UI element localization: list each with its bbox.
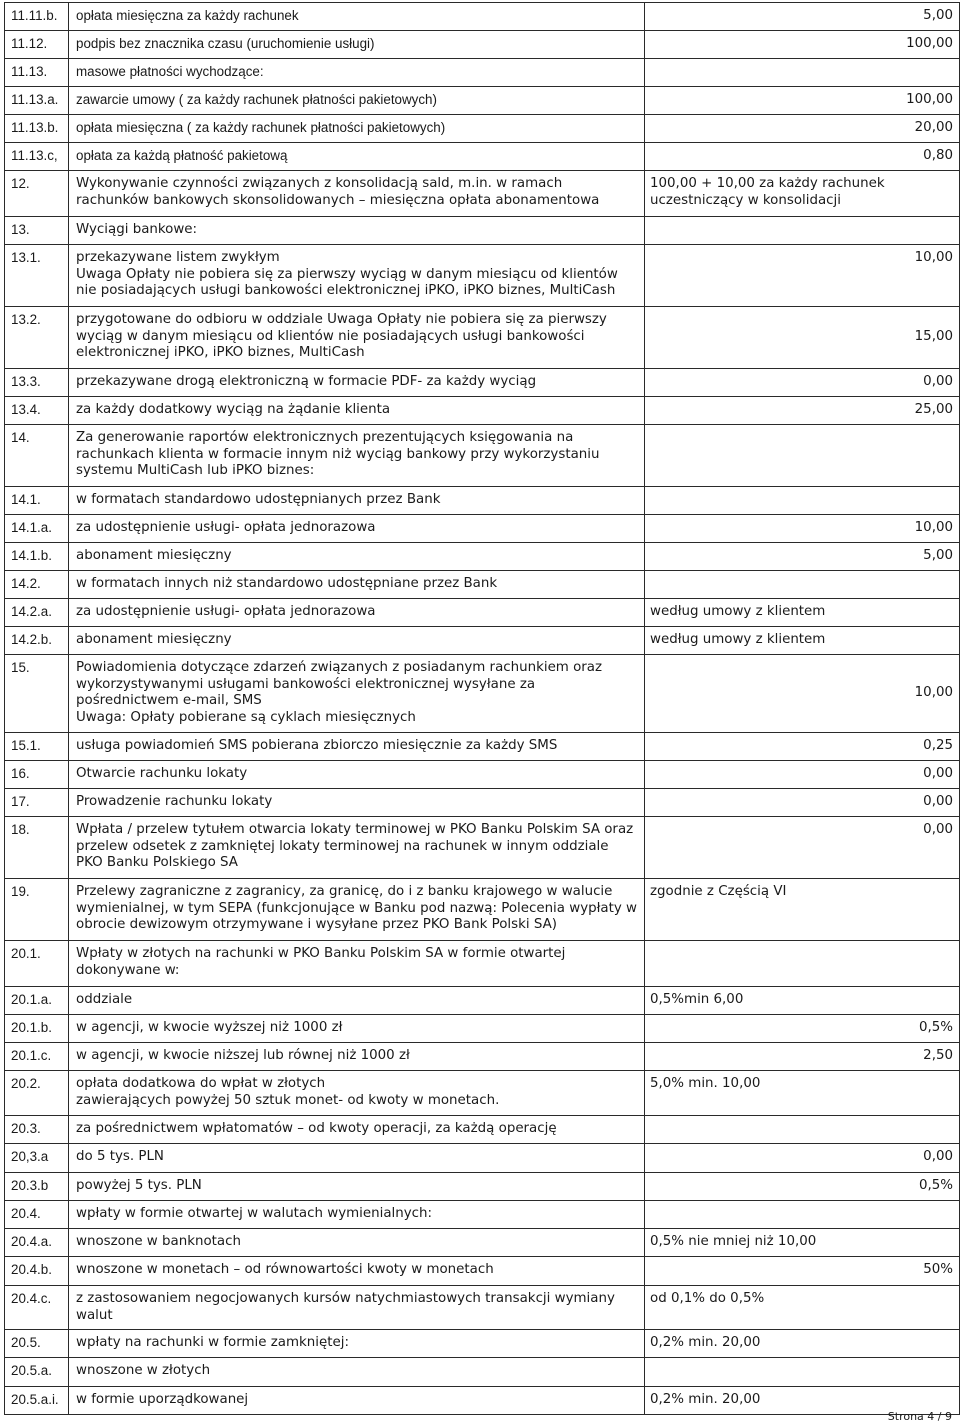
fee-row-number: 20.1.a. [5, 987, 69, 1015]
fee-row [5, 599, 960, 627]
fee-row-description: Powiadomienia dotyczące zdarzeń związanych z posiadanym rachunkiem oraz wykorzystywanymi usługami bankowości elektronicznej wysyłane za pośrednictwem e-mail, SMS Uwaga: Opłaty pobierane są cyklach miesięcznych [69, 655, 645, 733]
fee-row-number: 11.12. [5, 31, 69, 59]
fee-row-number: 20.2. [5, 1071, 69, 1116]
fee-row-description: opłata miesięczna ( za każdy rachunek płatności pakietowych) [69, 115, 645, 143]
fee-row-number: 20.4.b. [5, 1257, 69, 1286]
fee-row-description: wpłaty w formie otwartej w walutach wymienialnych: [69, 1201, 645, 1229]
fee-row-description: Przelewy zagraniczne z zagranicy, za granicę, do i z banku krajowego w walucie wymienialnej, w tym SEPA (funkcjonujące w Banku pod nazwą: Polecenia wypłaty w obrocie dewizowym otrzymywane i wysyłane przez PKO Bank Polski SA) [69, 879, 645, 941]
fee-row-number: 20.4. [5, 1201, 69, 1229]
fee-row-value [645, 217, 960, 245]
fee-row [5, 1330, 960, 1358]
fee-row-value [645, 1358, 960, 1387]
fee-row [5, 1201, 960, 1229]
fee-row-description: masowe płatności wychodzące: [69, 59, 645, 87]
fee-row-value [645, 571, 960, 599]
fee-row [5, 487, 960, 515]
fee-row-number: 11.13.a. [5, 87, 69, 115]
fee-row-number: 14.1.b. [5, 543, 69, 571]
fee-row-number: 17. [5, 789, 69, 817]
fee-row-value: od 0,1% do 0,5% [645, 1286, 960, 1330]
fee-row-number: 20.5. [5, 1330, 69, 1358]
fee-row-value: 15,00 [645, 307, 960, 369]
fee-row-value: 0,5% [645, 1015, 960, 1043]
fee-row-number: 11.13. [5, 59, 69, 87]
fee-table-body [5, 3, 960, 1415]
fee-row [5, 941, 960, 987]
fee-row-value: 0,2% min. 20,00 [645, 1387, 960, 1415]
fee-row-value: 0,00 [645, 789, 960, 817]
fee-row-value [645, 487, 960, 515]
fee-row-description: Wyciągi bankowe: [69, 217, 645, 245]
fee-row-description: za udostępnienie usługi- opłata jednorazowa [69, 515, 645, 543]
fee-row-description: w agencji, w kwocie niższej lub równej niż 1000 zł [69, 1043, 645, 1071]
fee-row-description: opłata miesięczna za każdy rachunek [69, 3, 645, 31]
fee-row-value: 100,00 [645, 31, 960, 59]
fee-row-number: 11.13.c, [5, 143, 69, 171]
fee-table [4, 2, 960, 1415]
fee-row [5, 761, 960, 789]
fee-row [5, 879, 960, 941]
fee-row-description: wnoszone w banknotach [69, 1229, 645, 1257]
fee-row-value: 100,00 [645, 87, 960, 115]
fee-row-number: 11.11.b. [5, 3, 69, 31]
fee-row-value: 0,25 [645, 733, 960, 761]
fee-row-description: Wpłata / przelew tytułem otwarcia lokaty terminowej w PKO Banku Polskim SA oraz przelew odsetek z zamkniętej lokaty terminowej na rachunek w innym oddziale PKO Banku Polskiego SA [69, 817, 645, 879]
fee-row [5, 425, 960, 487]
fee-row-value: 0,00 [645, 369, 960, 397]
fee-row [5, 1387, 960, 1415]
fee-row-number: 14.2.a. [5, 599, 69, 627]
fee-row-description: w formatach innych niż standardowo udostępniane przez Bank [69, 571, 645, 599]
fee-row-number: 20.3.b [5, 1173, 69, 1201]
fee-row [5, 1015, 960, 1043]
fee-row-description: Otwarcie rachunku lokaty [69, 761, 645, 789]
fee-row-value: 5,00 [645, 3, 960, 31]
fee-row [5, 307, 960, 369]
fee-row-value: 5,00 [645, 543, 960, 571]
fee-row-number: 20,3.a [5, 1144, 69, 1173]
fee-row [5, 369, 960, 397]
fee-row-description: Za generowanie raportów elektronicznych prezentujących księgowania na rachunkach klienta w formacie innym niż wyciąg bankowy przy wykorzystaniu systemu MultiCash lub iPKO biznes: [69, 425, 645, 487]
fee-row [5, 789, 960, 817]
fee-row-description: opłata za każdą płatność pakietową [69, 143, 645, 171]
fee-row-number: 11.13.b. [5, 115, 69, 143]
fee-row-number: 20.3. [5, 1116, 69, 1144]
fee-row [5, 245, 960, 307]
fee-row [5, 1144, 960, 1173]
page-number: Strona 4 / 9 [887, 1410, 952, 1423]
fee-row-description: abonament miesięczny [69, 627, 645, 655]
fee-row-value [645, 941, 960, 987]
fee-row-number: 14.1.a. [5, 515, 69, 543]
fee-row-number: 20.1. [5, 941, 69, 987]
fee-row-number: 13.2. [5, 307, 69, 369]
fee-row [5, 515, 960, 543]
fee-row [5, 1173, 960, 1201]
fee-row [5, 143, 960, 171]
fee-row-value: 25,00 [645, 397, 960, 425]
fee-row-number: 13.4. [5, 397, 69, 425]
fee-row [5, 987, 960, 1015]
fee-row-description: Wpłaty w złotych na rachunki w PKO Banku Polskim SA w formie otwartej dokonywane w: [69, 941, 645, 987]
fee-row-number: 14.2. [5, 571, 69, 599]
fee-row [5, 31, 960, 59]
fee-row-number: 20.5.a.i. [5, 1387, 69, 1415]
fee-row-description: w formie uporządkowanej [69, 1387, 645, 1415]
fee-row-description: Wykonywanie czynności związanych z konsolidacją sald, m.in. w ramach rachunków bankowych skonsolidowanych – miesięczna opłata abonamentowa [69, 171, 645, 217]
fee-row-description: wpłaty na rachunki w formie zamkniętej: [69, 1330, 645, 1358]
fee-row [5, 59, 960, 87]
fee-row [5, 571, 960, 599]
fee-row [5, 655, 960, 733]
fee-row-number: 14. [5, 425, 69, 487]
fee-row-number: 13.3. [5, 369, 69, 397]
fee-row-value: 0,2% min. 20,00 [645, 1330, 960, 1358]
fee-row-value: 50% [645, 1257, 960, 1286]
fee-row [5, 1116, 960, 1144]
fee-row-value: 0,5% nie mniej niż 10,00 [645, 1229, 960, 1257]
fee-row [5, 1257, 960, 1286]
fee-row-value [645, 1201, 960, 1229]
fee-row-description: oddziale [69, 987, 645, 1015]
fee-row [5, 217, 960, 245]
fee-row [5, 1286, 960, 1330]
fee-row [5, 87, 960, 115]
fee-row-description: abonament miesięczny [69, 543, 645, 571]
fee-row-number: 12. [5, 171, 69, 217]
fee-row-description: zawarcie umowy ( za każdy rachunek płatności pakietowych) [69, 87, 645, 115]
fee-row [5, 627, 960, 655]
fee-row-value: 10,00 [645, 245, 960, 307]
fee-row-description: podpis bez znacznika czasu (uruchomienie usługi) [69, 31, 645, 59]
fee-row [5, 817, 960, 879]
fee-row-description: Prowadzenie rachunku lokaty [69, 789, 645, 817]
fee-row [5, 171, 960, 217]
fee-row-description: w agencji, w kwocie wyższej niż 1000 zł [69, 1015, 645, 1043]
fee-row-number: 14.2.b. [5, 627, 69, 655]
fee-row-value: 0,00 [645, 1144, 960, 1173]
fee-row-value: 2,50 [645, 1043, 960, 1071]
fee-row-value: 0,00 [645, 761, 960, 789]
fee-row-value: zgodnie z Częścią VI [645, 879, 960, 941]
fee-row-description: za każdy dodatkowy wyciąg na żądanie klienta [69, 397, 645, 425]
fee-row-value: 10,00 [645, 515, 960, 543]
fee-row [5, 1071, 960, 1116]
fee-row-number: 19. [5, 879, 69, 941]
fee-row [5, 733, 960, 761]
fee-row-number: 13.1. [5, 245, 69, 307]
fee-row-description: usługa powiadomień SMS pobierana zbiorczo miesięcznie za każdy SMS [69, 733, 645, 761]
fee-row-value: 0,00 [645, 817, 960, 879]
fee-row-description: przekazywane listem zwykłym Uwaga Opłaty nie pobiera się za pierwszy wyciąg w danym miesiącu od klientów nie posiadających usługi bankowości elektronicznej iPKO, iPKO biznes, MultiCash [69, 245, 645, 307]
fee-row-number: 18. [5, 817, 69, 879]
fee-row-value: 20,00 [645, 115, 960, 143]
fee-row-value [645, 425, 960, 487]
fee-row-value: według umowy z klientem [645, 599, 960, 627]
fee-row-value: 100,00 + 10,00 za każdy rachunek uczestniczący w konsolidacji [645, 171, 960, 217]
fee-row-description: wnoszone w monetach – od równowartości kwoty w monetach [69, 1257, 645, 1286]
fee-row-description: za pośrednictwem wpłatomatów – od kwoty operacji, za każdą operację [69, 1116, 645, 1144]
fee-row-number: 14.1. [5, 487, 69, 515]
fee-row-number: 16. [5, 761, 69, 789]
fee-row-number: 15. [5, 655, 69, 733]
fee-row-number: 20.1.b. [5, 1015, 69, 1043]
fee-row-number: 20.1.c. [5, 1043, 69, 1071]
fee-row-description: za udostępnienie usługi- opłata jednorazowa [69, 599, 645, 627]
fee-row-value: 0,80 [645, 143, 960, 171]
fee-row-description: w formatach standardowo udostępnianych przez Bank [69, 487, 645, 515]
fee-row-description: wnoszone w złotych [69, 1358, 645, 1387]
fee-row [5, 397, 960, 425]
fee-row-value [645, 59, 960, 87]
fee-row-number: 20.4.a. [5, 1229, 69, 1257]
fee-row-description: do 5 tys. PLN [69, 1144, 645, 1173]
fee-row [5, 1043, 960, 1071]
fee-row-description: powyżej 5 tys. PLN [69, 1173, 645, 1201]
fee-row-value: 10,00 [645, 655, 960, 733]
fee-row-value: 0,5% [645, 1173, 960, 1201]
fee-row-value [645, 1116, 960, 1144]
fee-row [5, 543, 960, 571]
fee-row-number: 20.4.c. [5, 1286, 69, 1330]
fee-row-number: 15.1. [5, 733, 69, 761]
fee-row-value: według umowy z klientem [645, 627, 960, 655]
fee-row [5, 115, 960, 143]
fee-row-description: przekazywane drogą elektroniczną w formacie PDF- za każdy wyciąg [69, 369, 645, 397]
fee-row [5, 1229, 960, 1257]
fee-row-description: przygotowane do odbioru w oddziale Uwaga Opłaty nie pobiera się za pierwszy wyciąg w danym miesiącu od klientów nie posiadających usługi bankowości elektronicznej iPKO, iPKO biznes, MultiCash [69, 307, 645, 369]
fee-row-number: 20.5.a. [5, 1358, 69, 1387]
fee-row [5, 1358, 960, 1387]
fee-row-value: 0,5%min 6,00 [645, 987, 960, 1015]
fee-row-value: 5,0% min. 10,00 [645, 1071, 960, 1116]
fee-row-number: 13. [5, 217, 69, 245]
fee-row [5, 3, 960, 31]
fee-row-description: z zastosowaniem negocjowanych kursów natychmiastowych transakcji wymiany walut [69, 1286, 645, 1330]
fee-row-description: opłata dodatkowa do wpłat w złotych zawierających powyżej 50 sztuk monet- od kwoty w monetach. [69, 1071, 645, 1116]
